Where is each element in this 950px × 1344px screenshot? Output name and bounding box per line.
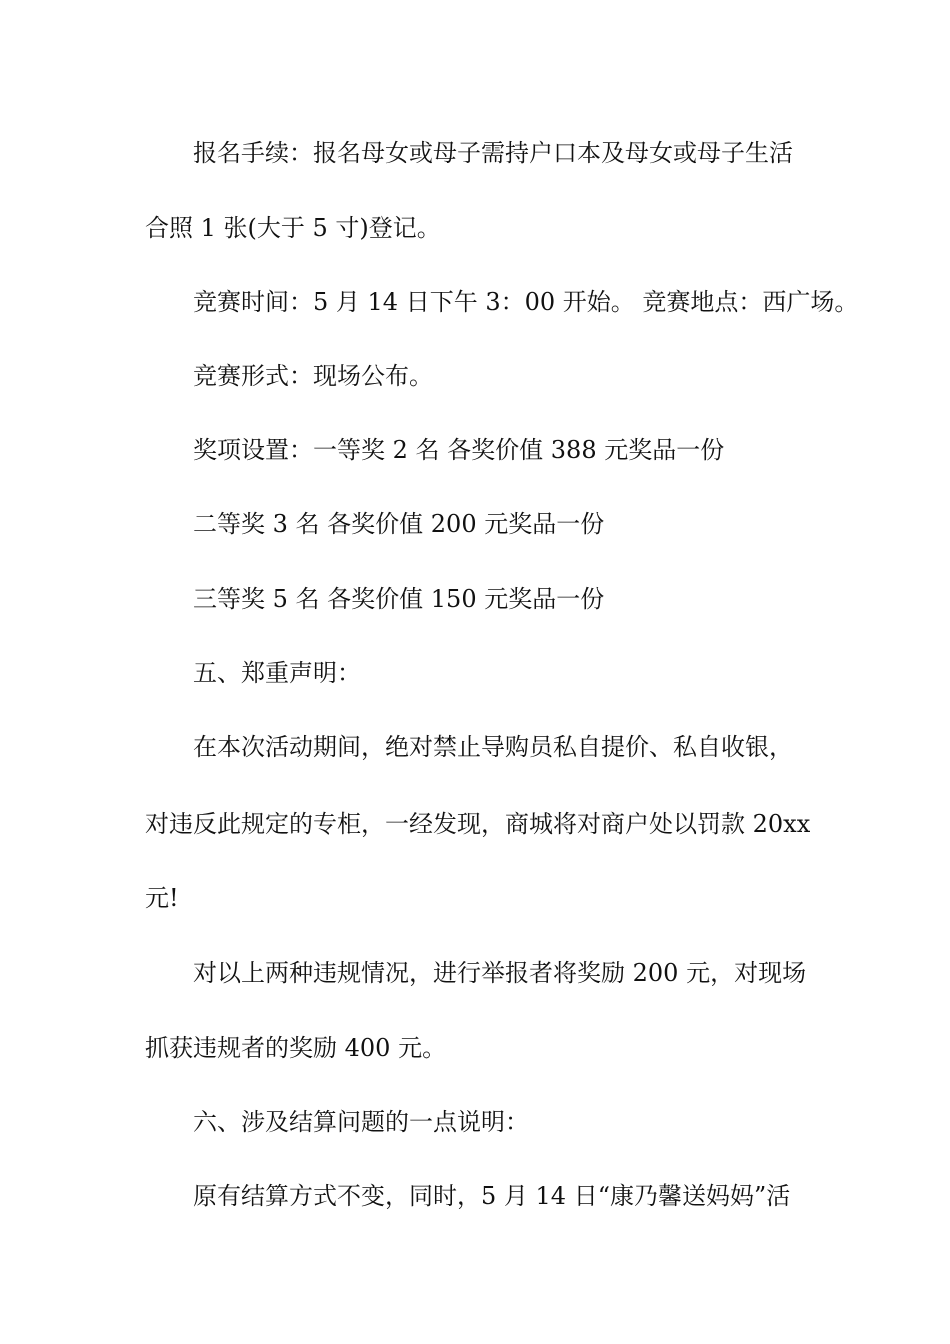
text-line-photo: 合照 1 张(大于 5 寸)登记。 [145, 214, 441, 242]
text-line-registration: 报名手续：报名母女或母子需持户口本及母女或母子生活 [193, 139, 793, 167]
text-line-second-prize: 二等奖 3 名 各奖价值 200 元奖品一份 [193, 510, 605, 538]
text-line-settlement: 原有结算方式不变，同时，5 月 14 日“康乃馨送妈妈”活 [193, 1182, 791, 1210]
text-line-reward-end: 抓获违规者的奖励 400 元。 [145, 1034, 447, 1062]
text-line-reward: 对以上两种违规情况，进行举报者将奖励 200 元，对现场 [193, 959, 807, 987]
text-line-penalty-end: 元! [145, 884, 179, 912]
text-line-first-prize: 奖项设置：一等奖 2 名 各奖价值 388 元奖品一份 [193, 436, 725, 464]
section-heading-declaration: 五、郑重声明： [193, 659, 361, 687]
text-line-prohibition: 在本次活动期间，绝对禁止导购员私自提价、私自收银， [193, 733, 793, 761]
text-line-format: 竞赛形式：现场公布。 [193, 362, 433, 390]
text-line-third-prize: 三等奖 5 名 各奖价值 150 元奖品一份 [193, 585, 605, 613]
text-line-time-venue: 竞赛时间：5 月 14 日下午 3：00 开始。 竞赛地点：西广场。 [193, 288, 859, 316]
text-line-penalty: 对违反此规定的专柜，一经发现，商城将对商户处以罚款 20xx [145, 810, 811, 838]
section-heading-settlement: 六、涉及结算问题的一点说明： [193, 1108, 529, 1136]
